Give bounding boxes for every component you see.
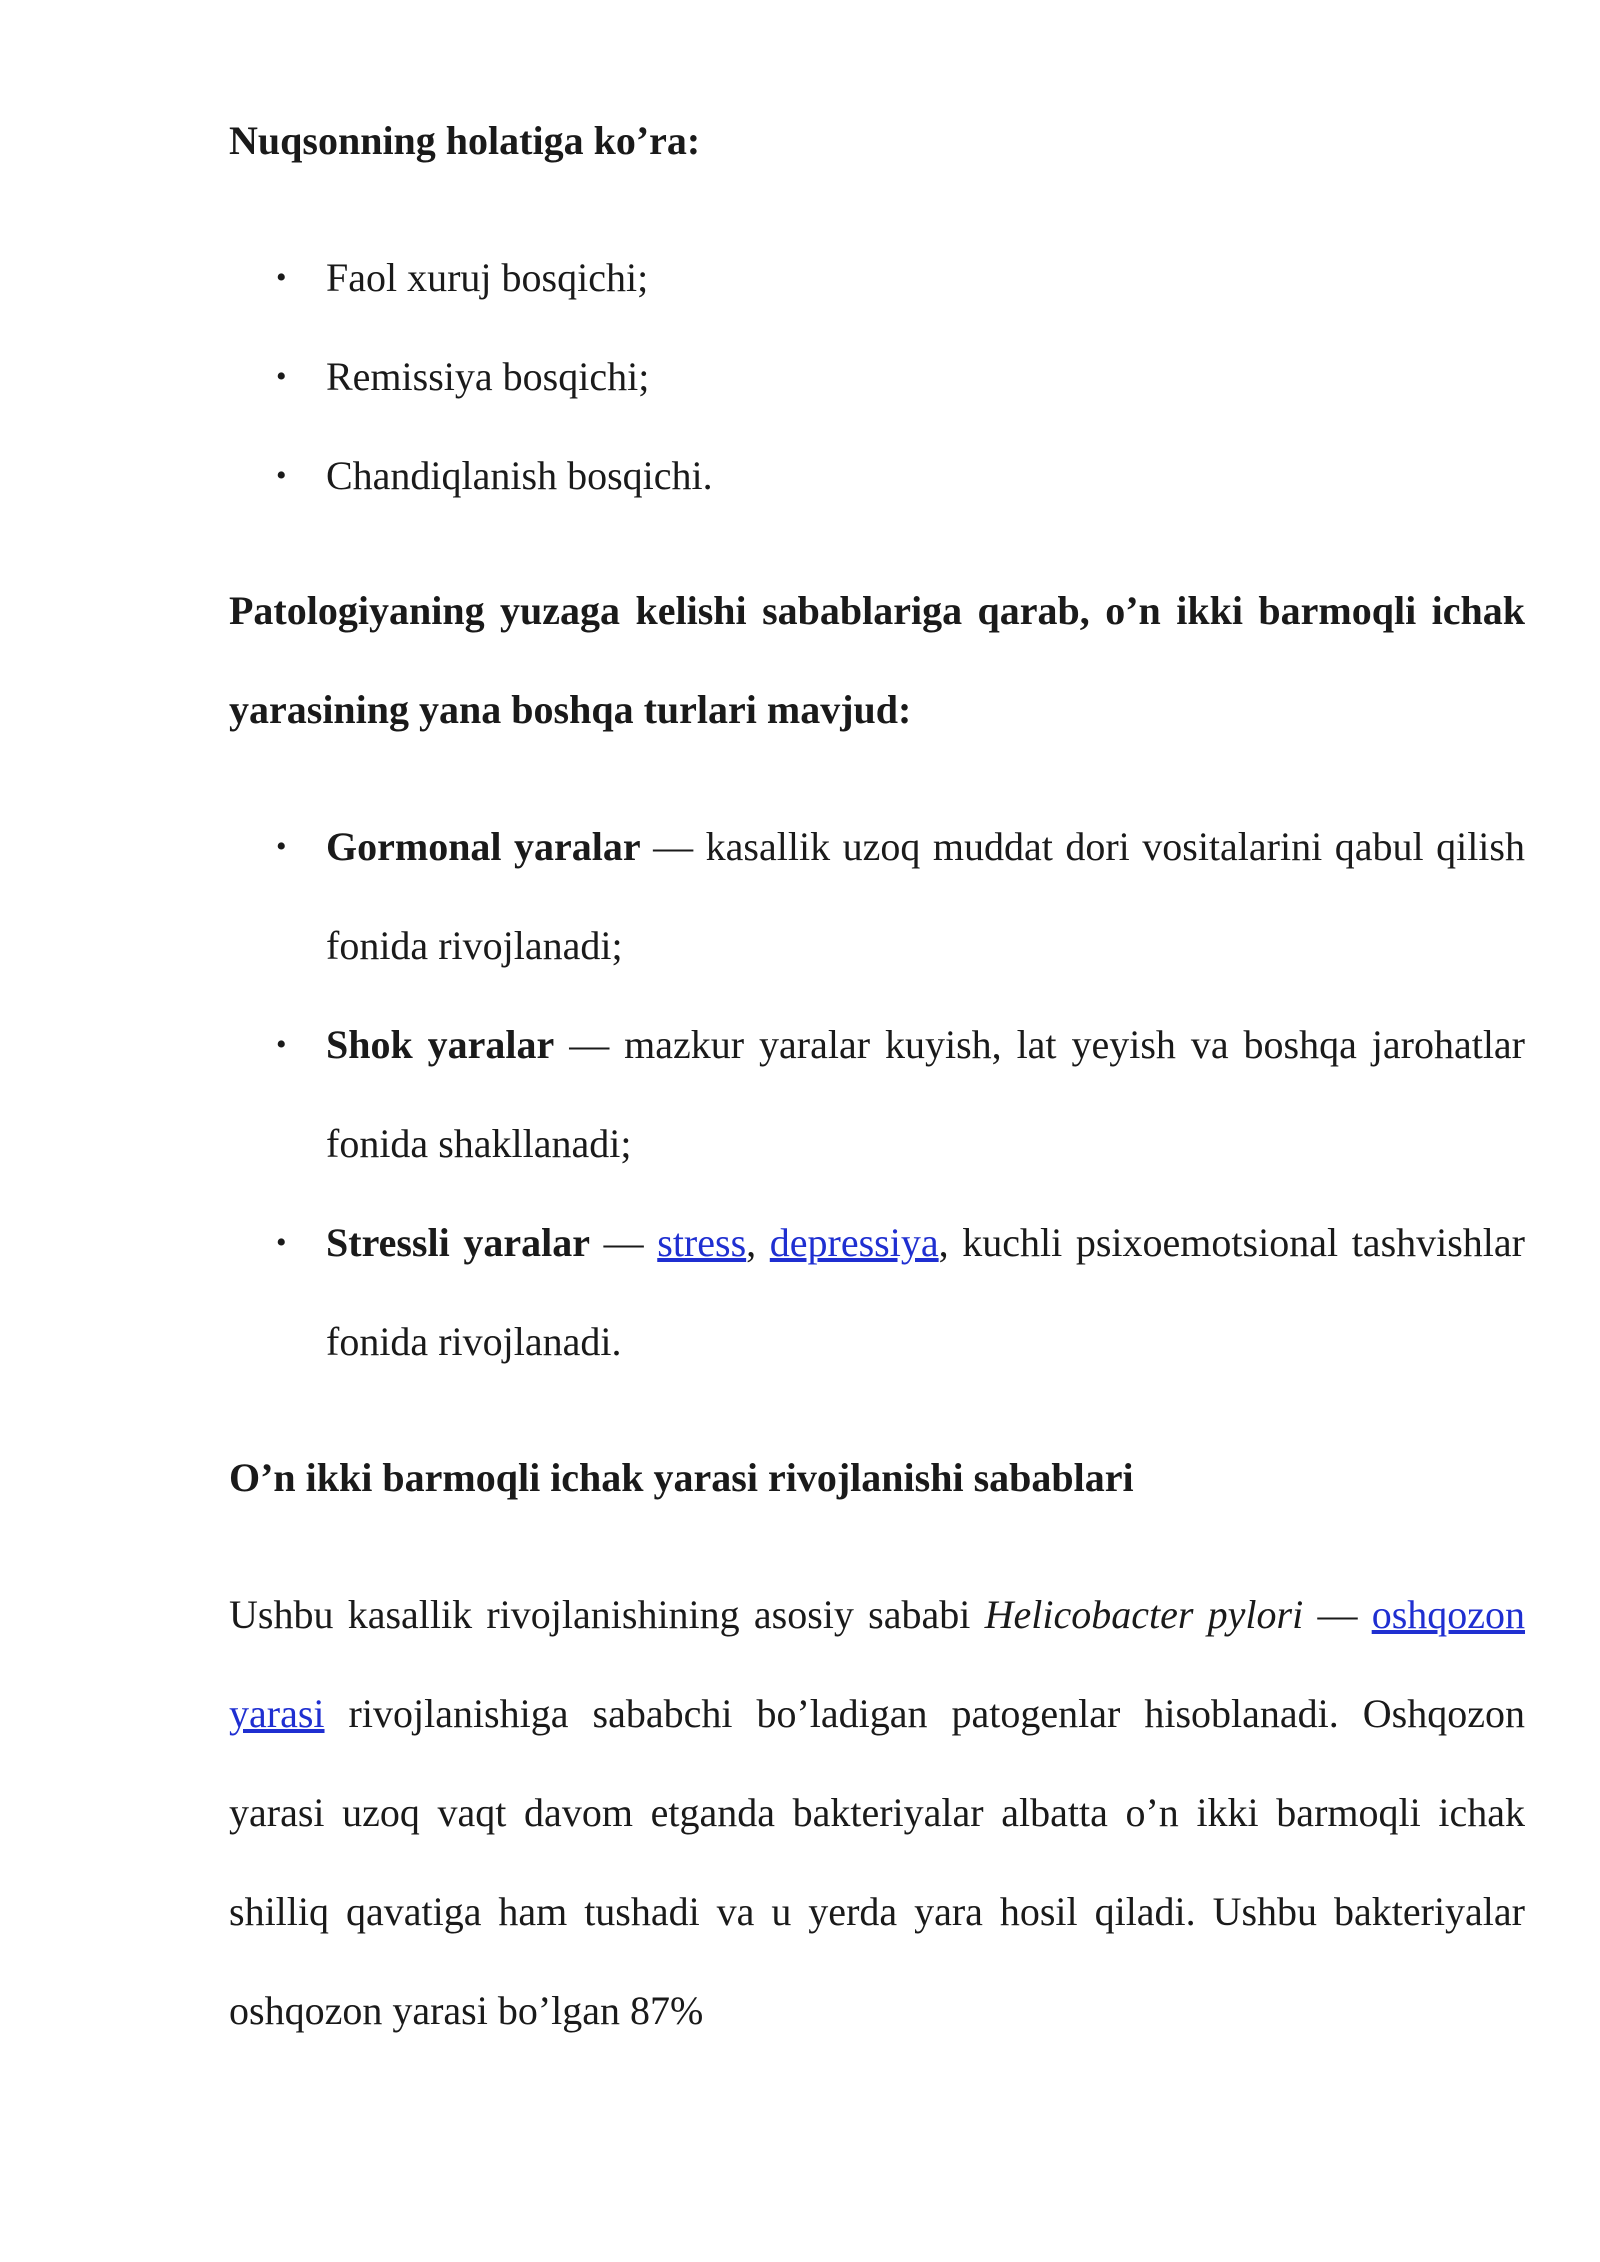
list-item: • Chandiqlanish bosqichi. (229, 426, 1525, 525)
stress-link[interactable]: stress (657, 1220, 747, 1265)
list-item (229, 797, 1525, 995)
list-text: — kasallik uzoq muddat dori vositalarini qabul qilish fonida rivojlanadi; (326, 824, 1525, 968)
bullet-icon: • (276, 1226, 287, 1259)
list-item: • Remissiya bosqichi; (229, 327, 1525, 426)
list-separator: , (746, 1220, 770, 1265)
list-term: Gormonal yaralar (326, 824, 641, 869)
bullet-icon: • (276, 459, 287, 492)
oshqozon-yarasi-link[interactable]: oshqozon yarasi (229, 1592, 1526, 1736)
list-text: , kuchli psixoemotsional tashvishlar fonida rivojlanadi. (326, 1220, 1525, 1364)
para-text-start: Ushbu kasallik rivojlanishining asosiy sababi (229, 1592, 985, 1637)
causes-paragraph (229, 1565, 1525, 2060)
para-text-rest: rivojlanishiga sababchi bo’ladigan patogenlar hisoblanadi. Oshqozon yarasi uzoq vaqt davom etganda bakteriyalar albatta o’n ikki barmoqli ichak shilliq qavatiga ham tushadi va u yerda yara hosil qiladi. Ushbu bakteriyalar oshqozon yarasi bo’lgan 87% (229, 1691, 1525, 2033)
bullet-icon: • (276, 1028, 287, 1061)
list-term: Stressli yaralar (326, 1220, 590, 1265)
section-heading-ulcer-types: Patologiyaning yuzaga kelishi sabablariga qarab, o’n ikki barmoqli ichak yarasining yana boshqa turlari mavjud: (229, 588, 1525, 732)
stage-list (229, 228, 1525, 525)
list-item (229, 1193, 1525, 1391)
ulcer-type-list (229, 797, 1525, 1391)
para-dash: — (1303, 1592, 1372, 1637)
bullet-icon: • (276, 261, 287, 294)
section-heading-defect-state: Nuqsonning holatiga ko’ra: (229, 118, 701, 163)
list-text: — mazkur yaralar kuyish, lat yeyish va boshqa jarohatlar fonida shakllanadi; (326, 1022, 1526, 1166)
list-term: Shok yaralar (326, 1022, 555, 1067)
bacteria-name: Helicobacter pylori (984, 1592, 1304, 1637)
depressiya-link[interactable]: depressiya (769, 1220, 939, 1265)
list-item (229, 995, 1525, 1193)
section-heading-causes: O’n ikki barmoqli ichak yarasi rivojlanishi sabablari (229, 1455, 1134, 1500)
list-item: • Faol xuruj bosqichi; (229, 228, 1525, 327)
bullet-icon: • (276, 360, 287, 393)
list-dash: — (589, 1220, 658, 1265)
bullet-icon: • (276, 830, 287, 863)
